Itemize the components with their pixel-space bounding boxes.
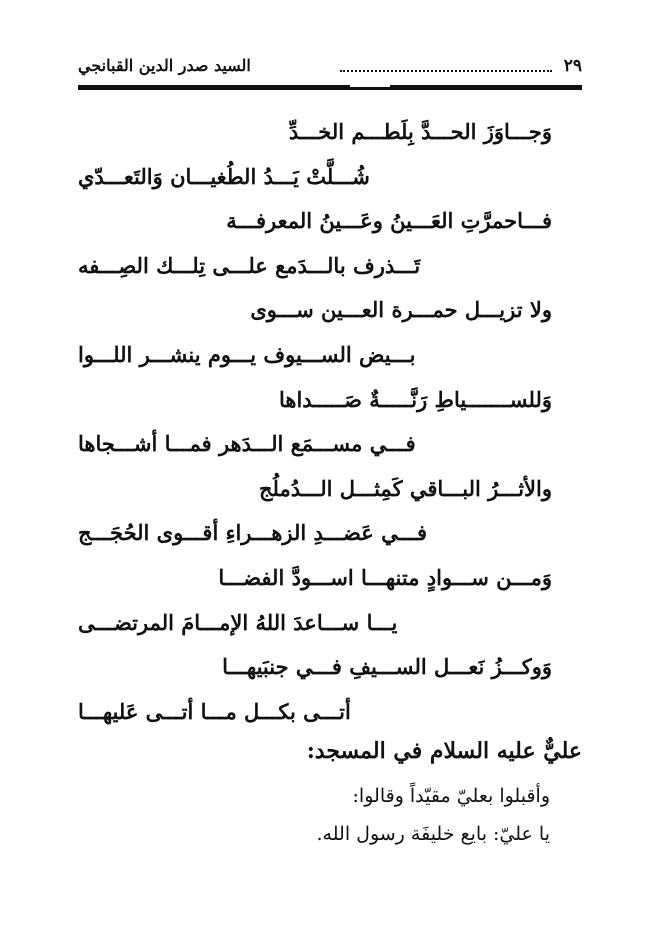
page-number: ٢٩: [563, 56, 582, 76]
verse-line: بـــيض الســـيوف يـــوم ينشـــر اللـــوا: [78, 341, 416, 367]
verse-line: شُـــلَّتْ يَـــدُ الطُغيـــان وَالتَعـــدّي: [78, 163, 370, 189]
header-rule-gap: [350, 85, 390, 87]
verse-line: أتـــى بكـــل مـــا أتـــى عَليهـــا: [78, 698, 351, 724]
verse-line: فـــي مســـمَع الـــدَهر فمـــا أشـــجاها: [78, 431, 416, 457]
verse-line: تَـــذرف بالـــدَمع علـــى تِلـــك الصِـــفه: [78, 252, 421, 278]
running-title: السيد صدر الدين القبانجي: [78, 56, 251, 75]
section-heading: عليٌّ عليه السلام في المسجد:: [306, 738, 582, 764]
verse-line: وَوكـــزُ نَعـــل الســـيفِ فـــي جنبَيهـــا: [222, 654, 552, 680]
dotted-leader: [340, 70, 552, 72]
verse-line: وَجـــاوَزَ الحـــدَّ بِلَطـــم الخـــدِّ: [288, 119, 552, 144]
running-header: [78, 56, 582, 78]
header-rule: [78, 85, 582, 90]
verse-line: ولا تزيـــل حمـــرة العـــين ســـوى: [250, 297, 552, 323]
verse-line: وَمـــن ســـوادٍ متنهـــا اســـودَّ الفضـــا: [218, 564, 552, 590]
poem: [78, 110, 582, 734]
prose-block: [130, 777, 550, 853]
verse-line: يـــا ســـاعدَ اللهُ الإمـــامَ المرتضـــى: [78, 609, 398, 635]
verse-line: فـــاحمرَّتِ العَـــينُ وعَـــينُ المعرفـــة: [226, 208, 552, 234]
verse-line: فـــي عَضـــدِ الزهـــراءِ أقـــوى الحُجَـــج: [78, 520, 428, 546]
prose-line: وأقبلوا بعليّ مقيّداً وقالوا:: [352, 785, 550, 807]
verse-line: والأثـــرُ البـــاقي كَمِثـــل الـــدُملُج: [258, 475, 552, 501]
prose-line: يا عليّ: بايع خليفَة رسول الله.: [316, 823, 550, 845]
verse-line: وَللســـــــياطِ رَنَّـــــةٌ صَـــــداها: [279, 386, 552, 412]
